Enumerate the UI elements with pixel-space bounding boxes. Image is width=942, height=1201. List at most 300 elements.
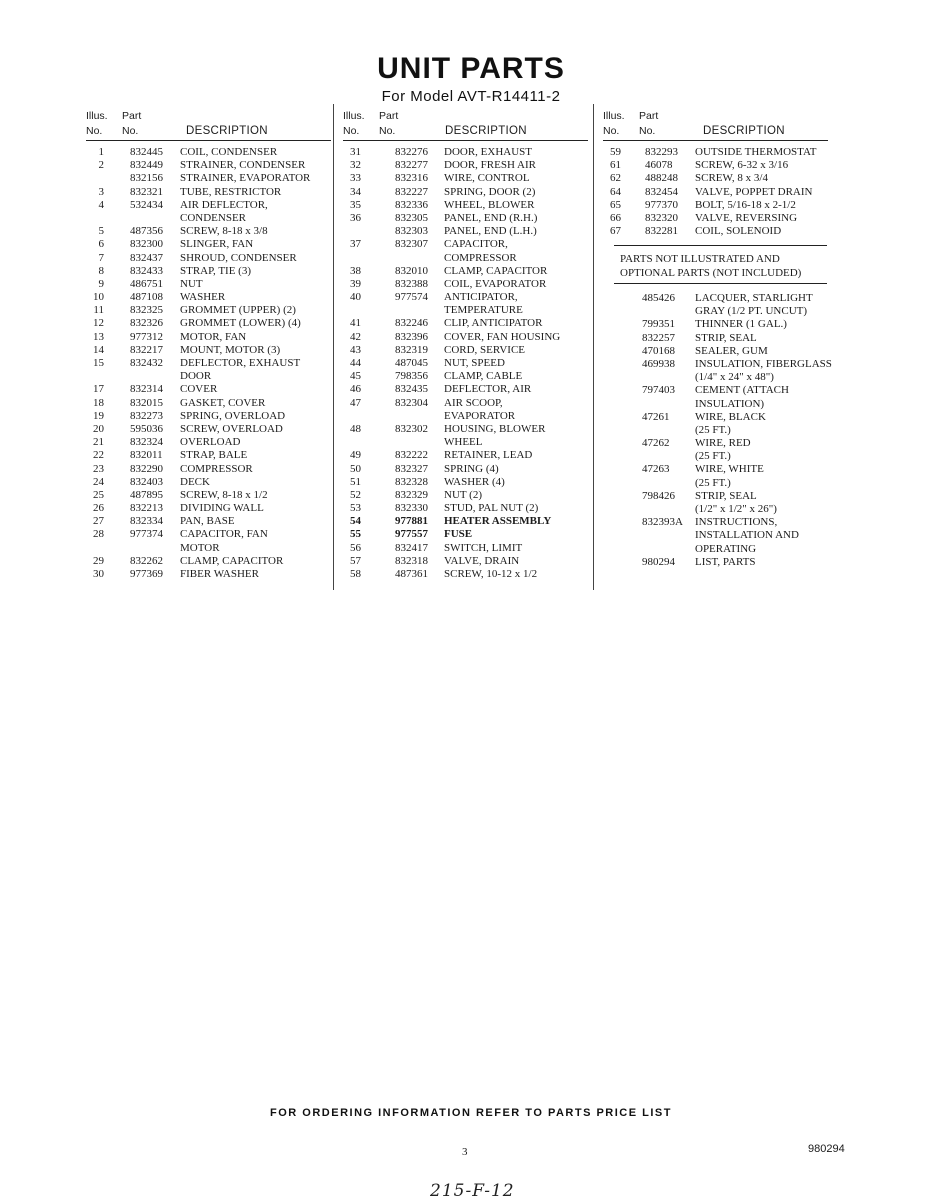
illus-number: 24 [93, 475, 104, 488]
part-description: WIRE, WHITE [695, 463, 764, 476]
table-row [86, 252, 331, 265]
header-illus-no: No. [603, 125, 620, 137]
part-description: SCREW, OVERLOAD [180, 422, 283, 435]
page-title: UNIT PARTS [377, 52, 565, 85]
part-description: DIVIDING WALL [180, 502, 264, 515]
table-row [86, 212, 331, 225]
part-number: 832302 [395, 422, 428, 435]
part-number: 832325 [130, 304, 163, 317]
part-description: GRAY (1/2 PT. UNCUT) [695, 305, 808, 318]
header-part-no: No. [122, 125, 139, 137]
table-row [86, 489, 331, 502]
illus-number: 25 [93, 488, 104, 501]
table-row [343, 463, 588, 476]
part-number: 487361 [395, 568, 428, 580]
table-row [343, 370, 588, 383]
list-item [620, 529, 845, 542]
part-number: 832432 [130, 357, 163, 369]
section-rule [614, 283, 827, 284]
part-number: 832445 [130, 146, 163, 158]
illus-number: 65 [610, 198, 621, 211]
part-number: 832329 [395, 488, 428, 501]
table-row [86, 515, 331, 528]
part-number: 832276 [395, 146, 428, 158]
list-item [620, 318, 845, 331]
part-number: 832156 [130, 172, 163, 185]
part-description: FUSE [444, 528, 473, 541]
table-row [86, 423, 331, 436]
optional-parts-heading: PARTS NOT ILLUSTRATED AND OPTIONAL PARTS (NOT INCLUDED) [620, 253, 802, 279]
illus-number: 33 [350, 172, 361, 185]
illus-number: 62 [610, 172, 621, 185]
part-number: 832318 [395, 554, 428, 567]
list-item [620, 411, 845, 424]
part-description: COIL, CONDENSER [180, 146, 278, 158]
table-row [343, 449, 588, 462]
table-row [343, 278, 588, 291]
illus-number: 29 [93, 554, 104, 567]
illus-number: 11 [93, 304, 104, 317]
part-number: 47262 [642, 437, 670, 450]
part-description: COVER, FAN HOUSING [444, 330, 561, 343]
illus-number: 58 [350, 568, 361, 580]
part-description: CEMENT (ATTACH [695, 384, 789, 397]
part-number: 595036 [130, 422, 163, 435]
part-description: WIRE, CONTROL [444, 172, 530, 185]
part-description: STRIP, SEAL [695, 489, 757, 502]
part-number: 797403 [642, 384, 675, 397]
part-description: SPRING, DOOR (2) [444, 185, 536, 198]
part-number: 977369 [130, 568, 163, 580]
illus-number: 14 [93, 343, 104, 356]
table-row [603, 159, 828, 172]
list-item [620, 305, 845, 318]
part-description: CONDENSER [180, 211, 247, 224]
table-row [343, 357, 588, 370]
part-number: 977374 [130, 528, 163, 541]
part-description: DOOR, FRESH AIR [444, 159, 536, 172]
part-description: DOOR [180, 370, 212, 383]
part-number: 832277 [395, 159, 428, 172]
part-number: 832334 [130, 515, 163, 528]
part-description: SCREW, 8 x 3/4 [695, 172, 768, 185]
part-description: BOLT, 5/16-18 x 2-1/2 [695, 198, 796, 211]
part-description: STRAP, BALE [180, 449, 248, 462]
list-item [620, 371, 845, 384]
column-divider [593, 104, 594, 590]
illus-number: 39 [350, 277, 361, 290]
part-number: 470168 [642, 344, 675, 357]
table-row [86, 568, 331, 581]
part-number: 832246 [395, 317, 428, 330]
table-row [603, 225, 828, 238]
table-row [343, 172, 588, 185]
part-description: (25 FT.) [695, 450, 731, 463]
part-number: 832010 [395, 264, 428, 277]
part-number: 832449 [130, 159, 163, 172]
part-number: 832281 [645, 225, 678, 238]
part-number: 832015 [130, 396, 163, 409]
parts-column-1 [86, 108, 331, 581]
part-description: DEFLECTOR, EXHAUST [180, 357, 301, 369]
illus-number: 45 [350, 370, 361, 383]
list-item [620, 463, 845, 476]
list-item [620, 398, 845, 411]
part-number: 832304 [395, 396, 428, 409]
illus-number: 8 [98, 264, 104, 277]
table-row [86, 542, 331, 555]
table-row [86, 265, 331, 278]
part-description: DEFLECTOR, AIR [444, 383, 532, 396]
part-number: 832217 [130, 343, 163, 356]
table-row [343, 225, 588, 238]
illus-number: 36 [350, 211, 361, 224]
document-number: 980294 [808, 1143, 845, 1155]
part-description: MOUNT, MOTOR (3) [180, 343, 281, 356]
part-description: PANEL, END (L.H.) [444, 225, 537, 238]
part-number: 980294 [642, 555, 675, 568]
illus-number: 26 [93, 502, 104, 515]
table-row [86, 463, 331, 476]
table-row [603, 186, 828, 199]
part-number: 977881 [395, 515, 428, 528]
table-row [86, 331, 331, 344]
illus-number: 43 [350, 343, 361, 356]
illus-number: 17 [93, 383, 104, 396]
table-row [343, 212, 588, 225]
part-number: 832435 [395, 383, 428, 396]
illus-number: 22 [93, 449, 104, 462]
table-row [343, 502, 588, 515]
part-description: AIR DEFLECTOR, [180, 198, 268, 211]
illus-number: 28 [93, 528, 104, 541]
header-illus-no: No. [86, 125, 103, 137]
part-number: 487045 [395, 357, 428, 369]
illus-number: 61 [610, 159, 621, 172]
list-item [620, 556, 845, 569]
part-number: 832320 [645, 211, 678, 224]
part-description: INSULATION, FIBERGLASS [695, 357, 832, 370]
list-item [620, 384, 845, 397]
part-number: 486751 [130, 277, 163, 290]
illus-number: 6 [98, 238, 104, 251]
part-description: COIL, SOLENOID [695, 225, 782, 238]
table-row [343, 515, 588, 528]
part-description: (1/4" x 24" x 48") [695, 371, 774, 384]
table-row [343, 542, 588, 555]
part-number: 832307 [395, 238, 428, 251]
illus-number: 38 [350, 264, 361, 277]
part-number: 832433 [130, 264, 163, 277]
part-description: VALVE, DRAIN [444, 554, 520, 567]
illus-number: 59 [610, 146, 621, 158]
part-description: SLINGER, FAN [180, 238, 254, 251]
part-number: 977312 [130, 330, 163, 343]
part-number: 832316 [395, 172, 428, 185]
part-number: 977370 [645, 198, 678, 211]
table-row [603, 212, 828, 225]
part-number: 832227 [395, 185, 428, 198]
part-number: 798356 [395, 370, 428, 383]
table-row [603, 199, 828, 212]
illus-number: 2 [98, 159, 104, 172]
part-description: MOTOR [180, 541, 220, 554]
table-row [343, 489, 588, 502]
handwritten-note: 215-F-12 [430, 1181, 515, 1201]
table-row [343, 476, 588, 489]
part-description: WHEEL, BLOWER [444, 198, 535, 211]
illus-number: 34 [350, 185, 361, 198]
illus-number: 67 [610, 225, 621, 238]
part-description: EVAPORATOR [444, 409, 516, 422]
part-number: 47261 [642, 410, 670, 423]
part-description: CLAMP, CABLE [444, 370, 523, 383]
part-description: SCREW, 6-32 x 3/16 [695, 159, 789, 172]
part-description: GROMMET (LOWER) (4) [180, 317, 301, 330]
part-description: THINNER (1 GAL.) [695, 318, 787, 331]
illus-number: 55 [350, 528, 361, 541]
parts-column-3 [603, 108, 828, 238]
illus-number: 50 [350, 462, 361, 475]
header-description: DESCRIPTION [445, 125, 527, 137]
part-description: SEALER, GUM [695, 344, 768, 357]
illus-number: 13 [93, 330, 104, 343]
table-row [86, 476, 331, 489]
part-description: OPERATING [695, 542, 757, 555]
parts-column-2 [343, 108, 588, 581]
illus-number: 5 [98, 225, 104, 238]
parts-rows [343, 146, 588, 581]
table-row [86, 397, 331, 410]
part-description: (25 FT.) [695, 476, 731, 489]
part-description: SCREW, 8-18 x 1/2 [180, 488, 268, 501]
part-description: SCREW, 8-18 x 3/8 [180, 225, 268, 238]
part-description: CORD, SERVICE [444, 343, 526, 356]
illus-number: 51 [350, 475, 361, 488]
table-row [603, 146, 828, 159]
parts-rows [86, 146, 331, 581]
part-number: 832300 [130, 238, 163, 251]
part-number: 832393A [642, 516, 683, 529]
part-description: INSTRUCTIONS, [695, 516, 778, 529]
part-description: STRAINER, EVAPORATOR [180, 172, 311, 185]
table-row [343, 397, 588, 410]
table-row [343, 436, 588, 449]
part-number: 832328 [395, 475, 428, 488]
illus-number: 52 [350, 488, 361, 501]
illus-number: 49 [350, 449, 361, 462]
table-row [86, 383, 331, 396]
illus-number: 64 [610, 185, 621, 198]
part-number: 832011 [130, 449, 163, 462]
list-item [620, 477, 845, 490]
part-description: STRAINER, CONDENSER [180, 159, 306, 172]
part-description: STRAP, TIE (3) [180, 264, 251, 277]
part-description: COIL, EVAPORATOR [444, 277, 547, 290]
part-description: FIBER WASHER [180, 568, 259, 580]
list-item [620, 424, 845, 437]
optional-parts-list [620, 292, 845, 569]
part-description: RETAINER, LEAD [444, 449, 533, 462]
table-row [86, 238, 331, 251]
illus-number: 44 [350, 357, 361, 369]
header-illus: Illus. [603, 110, 625, 122]
illus-number: 66 [610, 211, 621, 224]
page-number: 3 [462, 1146, 468, 1158]
section-rule [614, 245, 827, 246]
part-description: WIRE, RED [695, 437, 751, 450]
illus-number: 21 [93, 436, 104, 449]
table-row [86, 436, 331, 449]
part-description: CLAMP, CAPACITOR [180, 554, 284, 567]
header-description: DESCRIPTION [186, 125, 268, 137]
table-row [603, 172, 828, 185]
table-row [343, 555, 588, 568]
part-description: LACQUER, STARLIGHT [695, 292, 813, 304]
part-number: 832314 [130, 383, 163, 396]
illus-number: 15 [93, 357, 104, 369]
part-number: 532434 [130, 198, 163, 211]
illus-number: 42 [350, 330, 361, 343]
table-row [343, 568, 588, 581]
part-description: CLIP, ANTICIPATOR [444, 317, 543, 330]
table-row [343, 238, 588, 251]
part-number: 832262 [130, 554, 163, 567]
table-row [343, 423, 588, 436]
illus-number: 30 [93, 568, 104, 580]
part-description: SPRING (4) [444, 462, 499, 475]
part-description: GASKET, COVER [180, 396, 266, 409]
header-illus-no: No. [343, 125, 360, 137]
table-row [343, 199, 588, 212]
illus-number: 9 [98, 277, 104, 290]
illus-number: 37 [350, 238, 361, 251]
ordering-footer: FOR ORDERING INFORMATION REFER TO PARTS PRICE LIST [270, 1107, 672, 1119]
table-row [86, 528, 331, 541]
part-description: MOTOR, FAN [180, 330, 247, 343]
part-number: 799351 [642, 318, 675, 331]
part-number: 798426 [642, 489, 675, 502]
part-description: AIR SCOOP, [444, 396, 503, 409]
part-description: DECK [180, 475, 210, 488]
illus-number: 18 [93, 396, 104, 409]
table-row [86, 291, 331, 304]
part-number: 832273 [130, 409, 163, 422]
table-row [343, 528, 588, 541]
header-part-no: No. [639, 125, 656, 137]
model-subtitle: For Model AVT-R14411-2 [381, 88, 561, 105]
part-description: DOOR, EXHAUST [444, 146, 532, 158]
table-row [86, 370, 331, 383]
part-number: 832305 [395, 211, 428, 224]
table-row [86, 449, 331, 462]
list-item [620, 450, 845, 463]
list-item [620, 332, 845, 345]
header-part: Part [122, 110, 142, 122]
part-description: TUBE, RESTRICTOR [180, 185, 282, 198]
part-description: VALVE, POPPET DRAIN [695, 185, 813, 198]
table-row [343, 383, 588, 396]
part-number: 487895 [130, 488, 163, 501]
list-item [620, 358, 845, 371]
table-row [343, 265, 588, 278]
illus-number: 19 [93, 409, 104, 422]
part-number: 832388 [395, 277, 428, 290]
illus-number: 20 [93, 422, 104, 435]
part-number: 487108 [130, 291, 163, 304]
part-number: 832222 [395, 449, 428, 462]
part-number: 46078 [645, 159, 673, 172]
part-number: 977574 [395, 291, 428, 304]
list-item [620, 516, 845, 529]
illus-number: 1 [98, 146, 104, 158]
part-description: ANTICIPATOR, [444, 291, 518, 304]
column-header [343, 108, 588, 141]
list-item [620, 345, 845, 358]
part-number: 832293 [645, 146, 678, 158]
table-row [343, 252, 588, 265]
part-description: WHEEL [444, 436, 483, 449]
part-number: 832319 [395, 343, 428, 356]
part-number: 832330 [395, 502, 428, 515]
list-item [620, 503, 845, 516]
part-description: HOUSING, BLOWER [444, 422, 546, 435]
table-row [343, 331, 588, 344]
column-header [86, 108, 331, 141]
table-row [343, 146, 588, 159]
illus-number: 31 [350, 146, 361, 158]
illus-number: 40 [350, 291, 361, 304]
list-item [620, 543, 845, 556]
part-number: 832324 [130, 436, 163, 449]
table-row [343, 159, 588, 172]
illus-number: 27 [93, 515, 104, 528]
part-description: SWITCH, LIMIT [444, 541, 523, 554]
part-description: GROMMET (UPPER) (2) [180, 304, 296, 317]
table-row [86, 172, 331, 185]
part-description: OVERLOAD [180, 436, 241, 449]
part-number: 488248 [645, 172, 678, 185]
part-number: 832213 [130, 502, 163, 515]
list-item [620, 437, 845, 450]
table-row [86, 186, 331, 199]
part-description: TEMPERATURE [444, 304, 523, 317]
illus-number: 41 [350, 317, 361, 330]
part-number: 469938 [642, 357, 675, 370]
illus-number: 10 [93, 291, 104, 304]
column-header [603, 108, 828, 141]
header-illus: Illus. [86, 110, 108, 122]
part-description: WASHER [180, 291, 226, 304]
part-description: NUT, SPEED [444, 357, 505, 369]
part-description: (1/2" x 1/2" x 26") [695, 503, 777, 515]
part-number: 832290 [130, 462, 163, 475]
list-item [620, 490, 845, 503]
part-description: WASHER (4) [444, 475, 505, 488]
header-part-no: No. [379, 125, 396, 137]
column-divider [333, 104, 334, 590]
illus-number: 7 [98, 251, 104, 264]
part-description: CLAMP, CAPACITOR [444, 264, 548, 277]
parts-rows [603, 146, 828, 238]
part-description: (25 FT.) [695, 423, 731, 436]
part-number: 832326 [130, 317, 163, 330]
part-description: PANEL, END (R.H.) [444, 211, 538, 224]
table-row [343, 317, 588, 330]
table-row [86, 317, 331, 330]
part-number: 832257 [642, 331, 675, 344]
table-row [86, 146, 331, 159]
